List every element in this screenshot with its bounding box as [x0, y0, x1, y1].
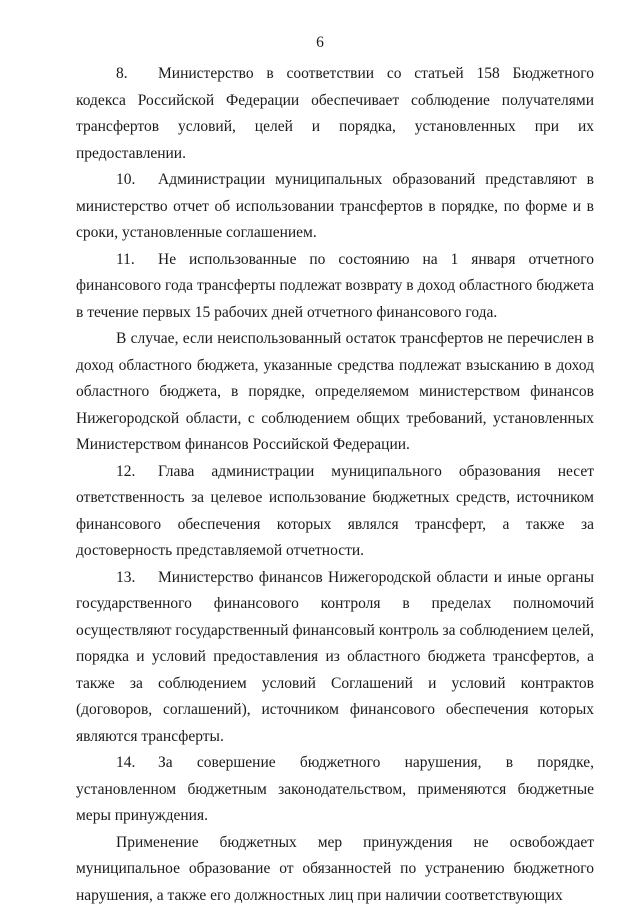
- paragraph-number: 10.: [116, 167, 158, 194]
- paragraph-11: [76, 247, 594, 327]
- paragraph-text: Администрации муниципальных образований представляют в министерство отчет об использовании трансфертов в порядке, по форме и в сроки, установленные соглашением.: [76, 171, 594, 241]
- paragraph-number: 13.: [116, 565, 158, 592]
- paragraph-12: [76, 459, 594, 565]
- paragraph-text: Не использованные по состоянию на 1 января отчетного финансового года трансферты подлежат возврату в доход областного бюджета в течение первых 15 рабочих дней отчетного финансового года.: [76, 251, 594, 321]
- paragraph-13: [76, 565, 594, 751]
- document-body: [76, 61, 594, 909]
- paragraph-number: 11.: [116, 247, 158, 274]
- page-number: 6: [0, 33, 640, 53]
- paragraph-text: Глава администрации муниципального образования несет ответственность за целевое использование бюджетных средств, источником финансового обеспечения которых являлся трансферт, а также за достоверность представляемой отчетности.: [76, 463, 594, 560]
- paragraph-8: [76, 61, 594, 167]
- paragraph-14: [76, 750, 594, 830]
- paragraph-text: Министерство в соответствии со статьей 158 Бюджетного кодекса Российской Федерации обеспечивает соблюдение получателями трансфертов условий, целей и порядка, установленных при их предоставлении.: [76, 65, 594, 162]
- paragraph-text: Министерство финансов Нижегородской области и иные органы государственного финансового контроля в пределах полномочий осуществляют государственный финансовый контроль за соблюдением целей, порядка и условий предоставления из областного бюджета трансфертов, а также за соблюдением условий Соглашений и условий контрактов (договоров, соглашений), источником финансового обеспечения которых являются трансферты.: [76, 569, 594, 745]
- paragraph-10: [76, 167, 594, 247]
- paragraph-text: В случае, если неиспользованный остаток трансфертов не перечислен в доход областного бюджета, указанные средства подлежат взысканию в доход областного бюджета, в порядке, определяемом министерством финансов Нижегородской области, с соблюдением общих требований, установленных Министерством финансов Российской Федерации.: [76, 330, 594, 453]
- paragraph-text: За совершение бюджетного нарушения, в порядке, установленном бюджетным законодательством, применяются бюджетные меры принуждения.: [76, 754, 594, 824]
- paragraph-number: 12.: [116, 459, 158, 486]
- paragraph-number: 8.: [116, 61, 158, 88]
- paragraph-number: 14.: [116, 750, 158, 777]
- paragraph-14-continuation: [76, 830, 594, 909]
- paragraph-text: Применение бюджетных мер принуждения не освобождает муниципальное образование от обязанностей по устранению бюджетного нарушения, а также его должностных лиц при наличии соответствующих: [76, 834, 594, 904]
- paragraph-11-continuation: [76, 326, 594, 459]
